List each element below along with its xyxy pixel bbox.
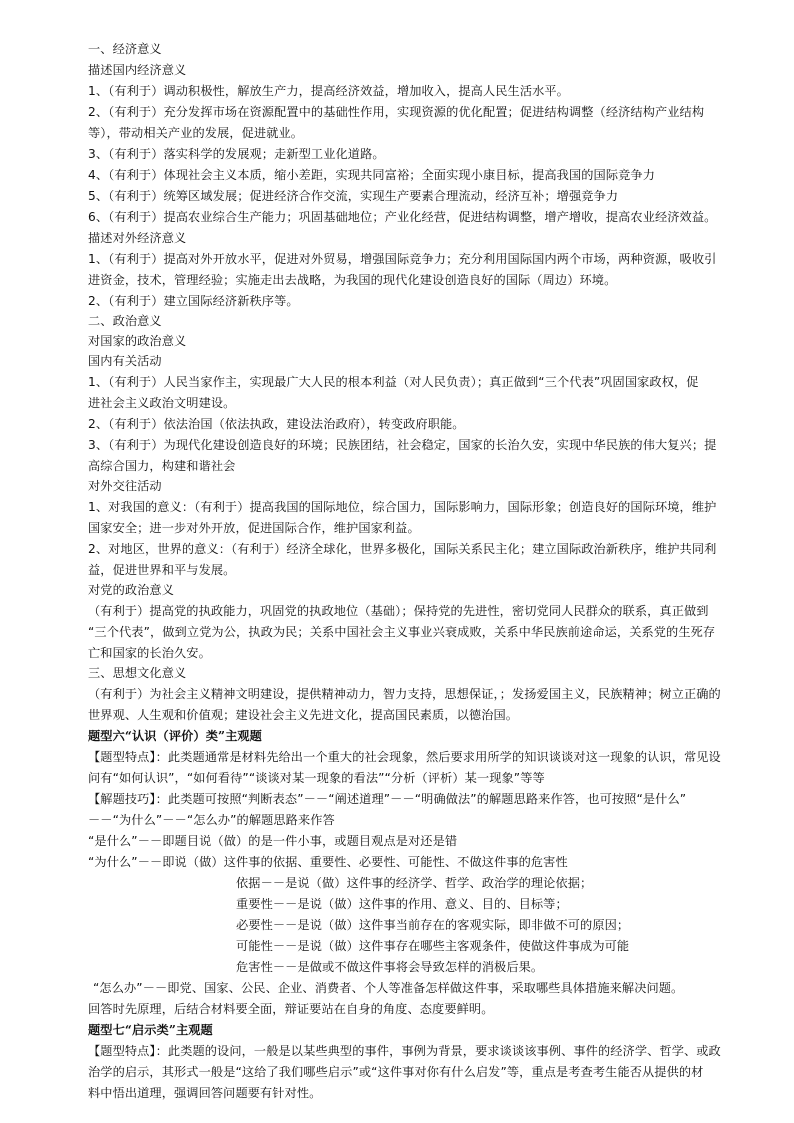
text-line: 国家安全；进一步对外开放，促进国际合作，维护国家利益。: [88, 521, 420, 535]
text-line: 1、（有利于）人民当家作主，实现最广大人民的根本利益（对人民负责）；真正做到“三个代表”巩固国家政权，促: [88, 375, 699, 389]
text-line: 亡和国家的长治久安。: [88, 646, 211, 660]
text-line: 高综合国力，构建和谐社会: [88, 459, 236, 473]
subheading-national-political: 对国家的政治意义: [88, 334, 187, 348]
text-line: （有利于）提高党的执政能力，巩固党的执政地位（基础）；保持党的先进性，密切党同人民群众的联系，真正做到: [88, 604, 709, 618]
text-line: 2、（有利于）充分发挥市场在资源配置中的基础性作用，实现资源的优化配置；促进结构调整（经济结构产业结构: [88, 105, 705, 119]
text-line: 1、对我国的意义：（有利于）提高我国的国际地位，综合国力，国际影响力，国际形象；创造良好的国际环境，维护: [88, 500, 717, 514]
text-line: 治学的启示，其形式一般是“这给了我们哪些启示”或“这件事对你有什么启发”等，重点是考查考生能否从提供的材: [88, 1065, 704, 1079]
text-line: 料中悟出道理，强调回答问题要有针对性。: [88, 1086, 322, 1100]
text-line: 【解题技巧】：此类题可按照“判断表态”－－“阐述道理”－－“明确做法”的解题思路来作答，也可按照“是什么”: [88, 792, 687, 806]
text-line: 世界观、人生观和价值观；建设社会主义先进文化，提高国民素质，以德治国。: [88, 708, 519, 722]
text-line: “是什么”－－即题目说（做）的是一件小事，或题目观点是对还是错: [88, 834, 458, 848]
subheading-domestic-economic: 描述国内经济意义: [88, 63, 187, 77]
indented-line: 必要性－－是说（做）这件事当前存在的客观实际，即非做不可的原因；: [236, 918, 630, 932]
text-line: 6、（有利于）提高农业综合生产能力；巩固基础地位；产业化经营，促进结构调整，增产增收，提高农业经济效益。: [88, 210, 717, 224]
text-line: 益，促进世界和平与发展。: [88, 563, 236, 577]
text-line: －－“为什么”－－“怎么办”的解题思路来作答: [88, 813, 335, 827]
text-line: （有利于）为社会主义精神文明建设，提供精神动力，智力支持，思想保证，；发扬爱国主义，民族精神；树立正确的: [88, 687, 721, 701]
text-line: 1、（有利于）调动积极性，解放生产力，提高经济效益，增加收入，提高人民生活水平。: [88, 84, 569, 98]
text-line: 3、（有利于）落实科学的发展观；走新型工业化道路。: [88, 147, 385, 161]
heading-question-type-7: 题型七“启示类”主观题: [88, 1023, 213, 1037]
indented-line: 依据－－是说（做）这件事的经济学、哲学、政治学的理论依据；: [236, 876, 593, 890]
heading-question-type-6: 题型六“认识（评价）类”主观题: [88, 729, 262, 743]
text-line: 【题型特点】：此类题通常是材料先给出一个重大的社会现象，然后要求用所学的知识谈谈对这一现象的认识，常见设: [88, 750, 721, 764]
heading-political: 二、政治意义: [88, 314, 162, 328]
text-line: 2、对地区，世界的意义：（有利于）经济全球化，世界多极化，国际关系民主化；建立国际政治新秩序，维护共同利: [88, 542, 717, 556]
text-line: 5、（有利于）统筹区域发展；促进经济合作交流，实现生产要素合理流动，经济互补；增强竞争力: [88, 189, 619, 203]
text-line: 问有“如何认识”，“如何看待”“谈谈对某一现象的看法”“分析（评析）某一现象”等等: [88, 771, 545, 785]
text-line: “三个代表”，做到立党为公，执政为民；关系中国社会主义事业兴衰成败，关系中华民族前途命运，关系党的生死存: [88, 625, 716, 639]
heading-cultural: 三、思想文化意义: [88, 666, 187, 680]
text-line: 3、（有利于）为现代化建设创造良好的环境；民族团结，社会稳定，国家的长治久安，实现中华民族的伟大复兴；提: [88, 438, 717, 452]
text-line: 1、（有利于）提高对外开放水平，促进对外贸易，增强国际竞争力；充分利用国际国内两个市场，两种资源，吸收引: [88, 252, 717, 266]
text-line: 2、（有利于）依法治国（依法执政，建设法治政府），转变政府职能。: [88, 417, 465, 431]
text-line: 回答时先原理，后结合材料要全面，辩证要站在自身的角度、态度要鲜明。: [88, 1002, 494, 1016]
text-line: 2、（有利于）建立国际经济新秩序等。: [88, 294, 299, 308]
indented-line: 危害性－－是做或不做这件事将会导致怎样的消极后果。: [236, 960, 544, 974]
indented-line: 重要性－－是说（做）这件事的作用、意义、目的、目标等；: [236, 897, 568, 911]
subheading-foreign-economic: 描述对外经济意义: [88, 231, 187, 245]
subheading-foreign-activity: 对外交往活动: [88, 479, 162, 493]
indented-line: 可能性－－是说（做）这件事存在哪些主客观条件，使做这件事成为可能: [236, 939, 630, 953]
text-line: “为什么”－－即说（做）这件事的依据、重要性、必要性、可能性、不做这件事的危害性: [88, 855, 568, 869]
text-line: 等），带动相关产业的发展，促进就业。: [88, 126, 304, 140]
heading-economic: 一、经济意义: [88, 42, 162, 56]
text-line: 4、（有利于）体现社会主义本质，缩小差距，实现共同富裕；全面实现小康目标，提高我国的国际竞争力: [88, 168, 655, 182]
subheading-party-political: 对党的政治意义: [88, 583, 175, 597]
subheading-domestic-activity: 国内有关活动: [88, 354, 162, 368]
text-line: 进社会主义政治文明建设。: [88, 396, 236, 410]
text-line: 进资金，技术，管理经验；实施走出去战略，为我国的现代化建设创造良好的国际（周边）环境。: [88, 273, 617, 287]
text-line: “怎么办”－－即党、国家、公民、企业、消费者、个人等准备怎样做这件事，采取哪些具体措施来解决问题。: [93, 981, 684, 995]
text-line: 【题型特点】：此类题的设问，一般是以某些典型的事件，事例为背景，要求谈谈该事例、事件的经济学、哲学、或政: [88, 1044, 721, 1058]
